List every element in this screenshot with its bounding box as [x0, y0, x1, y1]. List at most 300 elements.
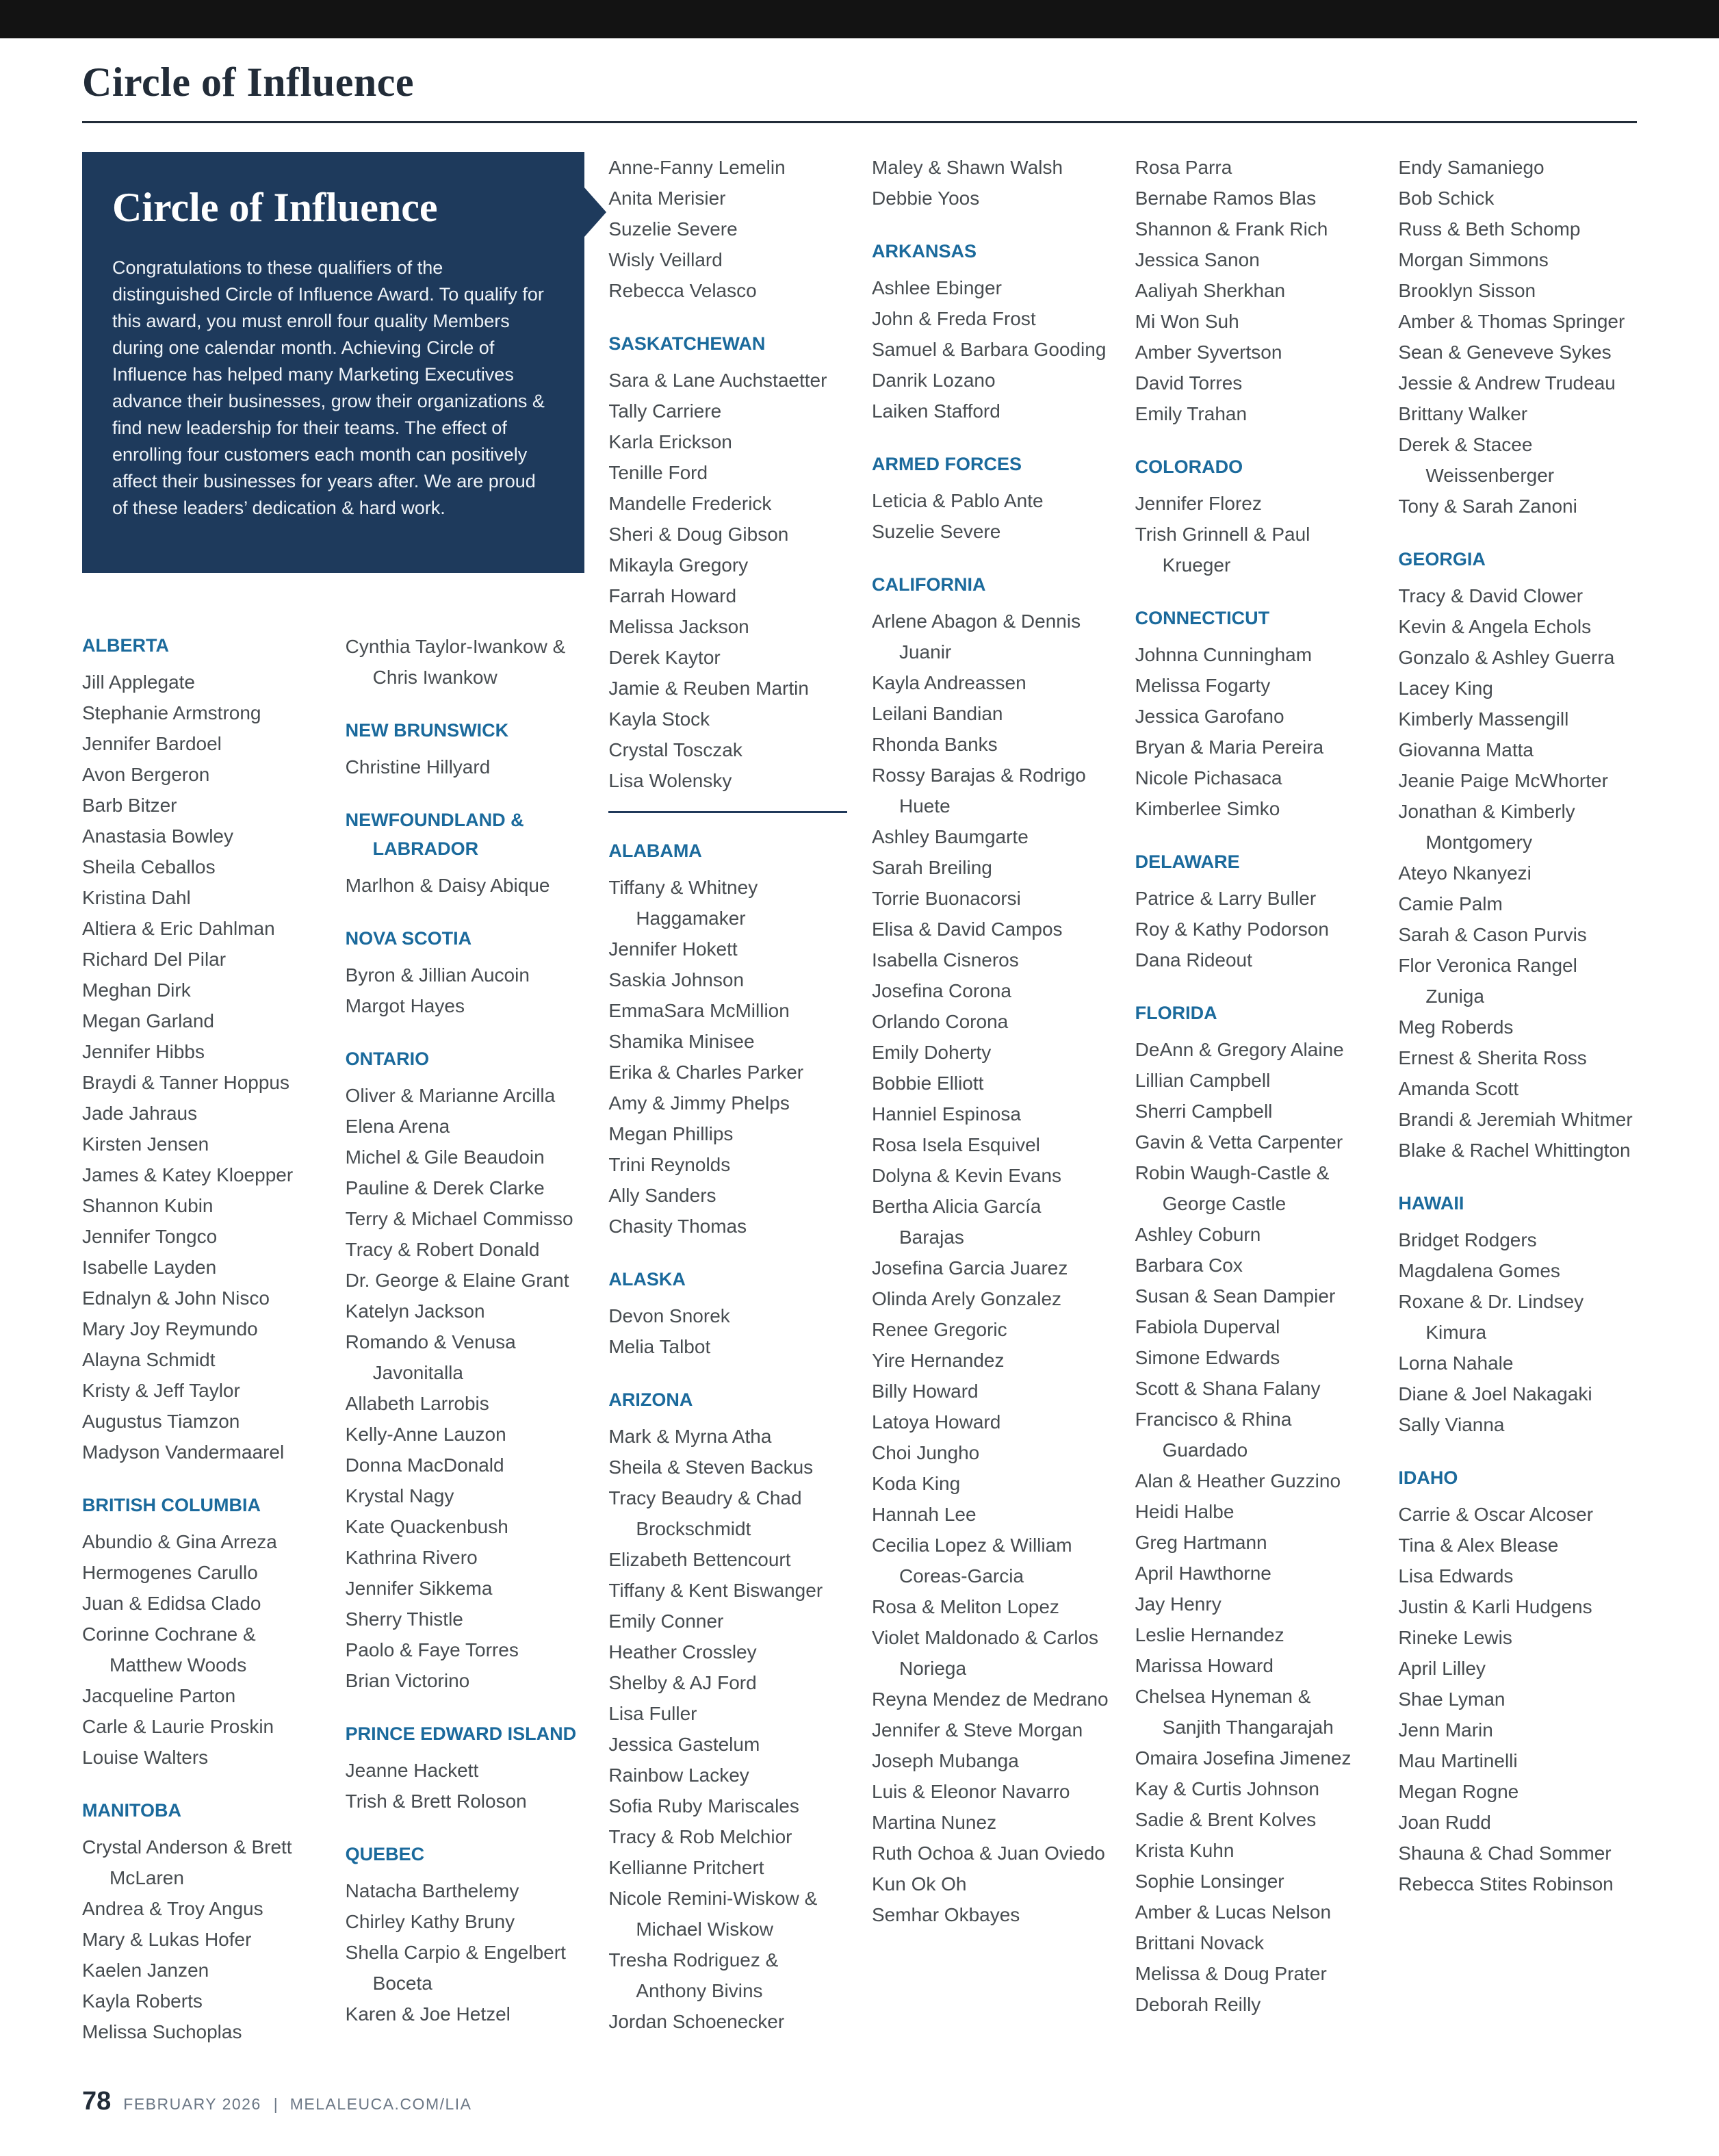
qualifier-name: Yire Hernandez: [871, 1350, 1005, 1371]
qualifier-name: Isabella Cisneros: [871, 949, 1019, 971]
footer-issue: FEBRUARY 2026: [123, 2095, 261, 2113]
qualifier-name: Marissa Howard: [1135, 1655, 1274, 1676]
qualifier-name: Jamie & Reuben Martin: [608, 678, 809, 699]
qualifier-name: Samuel & Barbara Gooding: [871, 339, 1107, 360]
qualifier-name: Arlene Abagon & Dennis Juanir: [871, 611, 1081, 663]
qualifier-name: Jennifer Hokett: [608, 938, 738, 960]
qualifier-name: Brian Victorino: [345, 1670, 470, 1691]
qualifier-name: Orlando Corona: [871, 1011, 1009, 1032]
qualifier-name: Jordan Schoenecker: [608, 2011, 785, 2032]
qualifier-name: Ernest & Sherita Ross: [1398, 1047, 1587, 1068]
qualifier-name: Leilani Bandian: [871, 703, 1003, 724]
qualifier-name: Lorna Nahale: [1398, 1352, 1514, 1374]
qualifier-name: April Lilley: [1398, 1658, 1486, 1679]
qualifier-name: Avon Bergeron: [82, 764, 210, 785]
qualifier-name: Kaelen Janzen: [82, 1960, 209, 1981]
qualifier-name: Tracy Beaudry & Chad Brockschmidt: [608, 1487, 802, 1539]
qualifier-name: Saskia Johnson: [608, 969, 745, 990]
qualifier-name: Margot Hayes: [345, 995, 465, 1016]
qualifier-name: Romando & Venusa Javonitalla: [345, 1331, 516, 1383]
qualifier-name: Chelsea Hyneman & Sanjith Thangarajah: [1135, 1686, 1334, 1738]
qualifier-name: Sean & Geneveve Sykes: [1398, 342, 1612, 363]
qualifier-name: Mikayla Gregory: [608, 554, 749, 576]
qualifier-name: John & Freda Frost: [871, 308, 1036, 329]
qualifier-name: Justin & Karli Hudgens: [1398, 1596, 1592, 1617]
qualifier-name: Deborah Reilly: [1135, 1994, 1261, 2015]
qualifier-name: Jennifer & Steve Morgan: [871, 1719, 1083, 1741]
qualifier-name: Krystal Nagy: [345, 1485, 454, 1506]
qualifier-name: Sophie Lonsinger: [1135, 1871, 1284, 1892]
qualifier-name: Hannah Lee: [871, 1504, 977, 1525]
qualifier-name: Tiffany & Whitney Haggamaker: [608, 877, 758, 929]
qualifier-name: Dolyna & Kevin Evans: [871, 1165, 1062, 1186]
qualifier-name: Jacqueline Parton: [82, 1685, 236, 1706]
qualifier-name: Suzelie Severe: [871, 521, 1001, 542]
magazine-page: [0, 59, 1719, 2047]
qualifier-name: Jennifer Florez: [1135, 493, 1262, 514]
qualifier-name: Braydi & Tanner Hoppus: [82, 1072, 289, 1093]
qualifier-name: Lacey King: [1398, 678, 1493, 699]
qualifier-name: DeAnn & Gregory Alaine: [1135, 1039, 1344, 1060]
qualifier-name: Ashley Baumgarte: [871, 826, 1029, 847]
qualifier-name: Bridget Rodgers: [1398, 1229, 1537, 1250]
qualifier-name: Altiera & Eric Dahlman: [82, 918, 275, 939]
qualifier-name: Ateyo Nkanyezi: [1398, 862, 1531, 884]
qualifier-name: Rineke Lewis: [1398, 1627, 1512, 1648]
qualifier-name: Joseph Mubanga: [871, 1750, 1019, 1771]
qualifier-name: Donna MacDonald: [345, 1454, 504, 1476]
qualifier-name: Patrice & Larry Buller: [1135, 888, 1317, 909]
qualifier-name: Bryan & Maria Pereira: [1135, 736, 1324, 758]
region-header: CONNECTICUT: [1135, 608, 1270, 628]
qualifier-name: Kathrina Rivero: [345, 1547, 478, 1568]
qualifier-name: Francisco & Rhina Guardado: [1135, 1409, 1292, 1461]
qualifier-name: Morgan Simmons: [1398, 249, 1549, 270]
qualifier-name: Magdalena Gomes: [1398, 1260, 1560, 1281]
qualifier-name: Shae Lyman: [1398, 1689, 1505, 1710]
qualifier-name: Megan Garland: [82, 1010, 215, 1031]
qualifier-name: Gonzalo & Ashley Guerra: [1398, 647, 1615, 668]
qualifier-name: Sherry Thistle: [345, 1608, 463, 1630]
qualifier-name: Shannon & Frank Rich: [1135, 218, 1328, 240]
qualifier-name: Trini Reynolds: [608, 1154, 731, 1175]
qualifier-name: Ally Sanders: [608, 1185, 716, 1206]
qualifier-name: Robin Waugh-Castle & George Castle: [1135, 1162, 1330, 1214]
qualifier-name: Greg Hartmann: [1135, 1532, 1267, 1553]
section-divider: [608, 811, 847, 813]
qualifier-name: Karen & Joe Hetzel: [345, 2003, 510, 2025]
qualifier-name: Terry & Michael Commisso: [345, 1208, 573, 1229]
qualifier-name: Juan & Edidsa Clado: [82, 1593, 261, 1614]
region-header: ALABAMA: [608, 840, 702, 861]
qualifier-name: Rossy Barajas & Rodrigo Huete: [871, 765, 1086, 817]
qualifier-name: Shella Carpio & Engelbert Boceta: [345, 1942, 566, 1994]
qualifier-name: Choi Jungho: [871, 1442, 980, 1463]
qualifier-name: Lisa Edwards: [1398, 1565, 1514, 1587]
qualifier-name: Lisa Fuller: [608, 1703, 697, 1724]
qualifier-name: Lillian Campbell: [1135, 1070, 1271, 1091]
qualifier-name: Nicole Pichasaca: [1135, 767, 1282, 788]
region-header: NEW BRUNSWICK: [345, 720, 509, 741]
qualifier-name: Bertha Alicia García Barajas: [871, 1196, 1042, 1248]
qualifier-name: Joan Rudd: [1398, 1812, 1491, 1833]
qualifier-name: Mark & Myrna Atha: [608, 1426, 772, 1447]
qualifier-name: Karla Erickson: [608, 431, 732, 452]
qualifier-name: Carrie & Oscar Alcoser: [1398, 1504, 1594, 1525]
region-header: PRINCE EDWARD ISLAND: [345, 1723, 577, 1744]
qualifier-name: Melissa Suchoplas: [82, 2021, 242, 2042]
qualifier-name: Jeanne Hackett: [345, 1760, 479, 1781]
qualifier-name: Marlhon & Daisy Abique: [345, 875, 550, 896]
qualifier-name: Leticia & Pablo Ante: [871, 490, 1044, 511]
qualifier-name: Oliver & Marianne Arcilla: [345, 1085, 556, 1106]
qualifier-name: Chirley Kathy Bruny: [345, 1911, 515, 1932]
qualifier-name: Gavin & Vetta Carpenter: [1135, 1131, 1343, 1153]
qualifier-name: Bernabe Ramos Blas: [1135, 188, 1317, 209]
qualifier-name: Chasity Thomas: [608, 1216, 747, 1237]
qualifier-name: Jeanie Paige McWhorter: [1398, 770, 1608, 791]
column-3: [608, 152, 847, 2037]
region-header: NEWFOUNDLAND & LABRADOR: [345, 810, 524, 859]
qualifier-name: Roxane & Dr. Lindsey Kimura: [1398, 1291, 1584, 1343]
region-header: FLORIDA: [1135, 1003, 1217, 1023]
region-header: ARMED FORCES: [871, 454, 1022, 474]
qualifier-name: David Torres: [1135, 372, 1243, 394]
qualifier-name: Emily Trahan: [1135, 403, 1248, 424]
qualifier-name: Kun Ok Oh: [871, 1873, 967, 1895]
region-header: ALBERTA: [82, 635, 169, 656]
qualifier-name: Elena Arena: [345, 1116, 450, 1137]
qualifier-name: Sarah & Cason Purvis: [1398, 924, 1587, 945]
qualifier-name: Byron & Jillian Aucoin: [345, 964, 530, 986]
qualifier-name: Koda King: [871, 1473, 961, 1494]
qualifier-name: Josefina Corona: [871, 980, 1011, 1001]
region-header: COLORADO: [1135, 457, 1243, 477]
qualifier-name: Luis & Eleonor Navarro: [871, 1781, 1070, 1802]
qualifier-name: Brittani Novack: [1135, 1932, 1264, 1953]
qualifier-name: Flor Veronica Rangel Zuniga: [1398, 955, 1577, 1007]
qualifier-name: Simone Edwards: [1135, 1347, 1280, 1368]
qualifier-name: Amber Syvertson: [1135, 342, 1282, 363]
qualifier-name: Billy Howard: [871, 1381, 979, 1402]
qualifier-name: Brittany Walker: [1398, 403, 1528, 424]
qualifier-name: Carle & Laurie Proskin: [82, 1716, 274, 1737]
qualifier-name: Farrah Howard: [608, 585, 737, 606]
qualifier-name: Trish & Brett Roloson: [345, 1791, 527, 1812]
qualifier-name: Stephanie Armstrong: [82, 702, 261, 723]
region-header: DELAWARE: [1135, 851, 1240, 872]
top-black-bar: [0, 0, 1719, 38]
qualifier-name: Jessica Sanon: [1135, 249, 1260, 270]
qualifier-name: Kimberlee Simko: [1135, 798, 1280, 819]
qualifier-name: Scott & Shana Falany: [1135, 1378, 1321, 1399]
qualifier-name: Melissa Jackson: [608, 616, 749, 637]
qualifier-name: Tiffany & Kent Biswanger: [608, 1580, 823, 1601]
qualifier-name: Sheila Ceballos: [82, 856, 216, 877]
qualifier-name: Amber & Thomas Springer: [1398, 311, 1625, 332]
qualifier-name: Elisa & David Campos: [871, 919, 1063, 940]
qualifier-name: Ednalyn & John Nisco: [82, 1287, 270, 1309]
qualifier-name: Giovanna Matta: [1398, 739, 1534, 760]
qualifier-name: Semhar Okbayes: [871, 1904, 1020, 1925]
qualifier-name: Tally Carriere: [608, 400, 722, 422]
intro-box-arrow: [584, 188, 606, 237]
qualifier-name: Mau Martinelli: [1398, 1750, 1518, 1771]
qualifier-name: Lisa Wolensky: [608, 770, 732, 791]
footer-separator: |: [273, 2095, 278, 2113]
qualifier-name: Aaliyah Sherkhan: [1135, 280, 1286, 301]
qualifier-name: Omaira Josefina Jimenez: [1135, 1747, 1352, 1769]
qualifier-name: Sofia Ruby Mariscales: [608, 1795, 799, 1817]
qualifier-name: Jade Jahraus: [82, 1103, 198, 1124]
qualifier-name: Crystal Tosczak: [608, 739, 742, 760]
qualifier-name: Kelly-Anne Lauzon: [345, 1424, 506, 1445]
qualifier-name: Derek Kaytor: [608, 647, 721, 668]
qualifier-name: Rebecca Stites Robinson: [1398, 1873, 1614, 1895]
qualifier-name: Krista Kuhn: [1135, 1840, 1235, 1861]
qualifier-name: Megan Phillips: [608, 1123, 734, 1144]
qualifier-name: Tresha Rodriguez & Anthony Bivins: [608, 1949, 779, 2001]
intro-box-title: Circle of Influence: [112, 185, 438, 230]
page-footer: [82, 2087, 472, 2116]
qualifier-name: Latoya Howard: [871, 1411, 1001, 1433]
qualifier-name: Kayla Stock: [608, 708, 710, 730]
qualifier-name: Alayna Schmidt: [82, 1349, 216, 1370]
qualifier-name: Sheri & Doug Gibson: [608, 524, 789, 545]
qualifier-name: Andrea & Troy Angus: [82, 1898, 263, 1919]
qualifier-name: Bobbie Elliott: [871, 1073, 984, 1094]
qualifier-name: Rosa Parra: [1135, 157, 1232, 178]
qualifier-name: Hanniel Espinosa: [871, 1103, 1021, 1125]
qualifier-name: Brooklyn Sisson: [1398, 280, 1536, 301]
qualifier-name: Fabiola Duperval: [1135, 1316, 1280, 1337]
qualifier-name: Jonathan & Kimberly Montgomery: [1398, 801, 1575, 853]
qualifier-name: Christine Hillyard: [345, 756, 491, 778]
qualifier-name: Kristy & Jeff Taylor: [82, 1380, 240, 1401]
qualifier-name: April Hawthorne: [1135, 1563, 1271, 1584]
qualifier-name: Mandelle Frederick: [608, 493, 772, 514]
qualifier-name: Amy & Jimmy Phelps: [608, 1092, 790, 1114]
qualifier-name: Rebecca Velasco: [608, 280, 757, 301]
region-header: NOVA SCOTIA: [345, 928, 472, 949]
qualifier-name: Anne-Fanny Lemelin: [608, 157, 786, 178]
qualifier-name: Camie Palm: [1398, 893, 1503, 914]
qualifier-name: Jennifer Bardoel: [82, 733, 222, 754]
qualifier-name: Johnna Cunningham: [1135, 644, 1313, 665]
qualifier-name: Maley & Shawn Walsh: [871, 157, 1063, 178]
qualifier-name: Jessica Garofano: [1135, 706, 1284, 727]
qualifier-name: Corinne Cochrane & Matthew Woods: [82, 1624, 256, 1676]
qualifier-name: Paolo & Faye Torres: [345, 1639, 519, 1660]
qualifier-name: Shannon Kubin: [82, 1195, 214, 1216]
qualifier-name: Kellianne Pritchert: [608, 1857, 764, 1878]
region-header: BRITISH COLUMBIA: [82, 1495, 261, 1515]
region-header: IDAHO: [1398, 1467, 1458, 1488]
qualifier-name: Rosa & Meliton Lopez: [871, 1596, 1059, 1617]
qualifier-name: Isabelle Layden: [82, 1257, 217, 1278]
qualifier-name: Hermogenes Carullo: [82, 1562, 258, 1583]
footer-site: MELALEUCA.COM/LIA: [289, 2095, 472, 2113]
qualifier-name: Renee Gregoric: [871, 1319, 1007, 1340]
region-header: ARKANSAS: [871, 241, 977, 261]
region-header: GEORGIA: [1398, 549, 1486, 569]
qualifier-name: Nicole Remini-Wiskow & Michael Wiskow: [608, 1888, 818, 1940]
qualifier-name: Melia Talbot: [608, 1336, 711, 1357]
qualifier-name: Sherri Campbell: [1135, 1101, 1273, 1122]
qualifier-name: Devon Snorek: [608, 1305, 730, 1326]
qualifier-name: Kate Quackenbush: [345, 1516, 508, 1537]
qualifier-name: Kay & Curtis Johnson: [1135, 1778, 1319, 1799]
qualifier-name: Cynthia Taylor-Iwankow & Chris Iwankow: [345, 636, 566, 688]
intro-box: [82, 152, 584, 573]
qualifier-name: Kirsten Jensen: [82, 1133, 209, 1155]
qualifier-name: Tenille Ford: [608, 462, 708, 483]
column-4: [872, 152, 1111, 1930]
qualifier-name: Dana Rideout: [1135, 949, 1252, 971]
qualifier-name: Ruth Ochoa & Juan Oviedo: [871, 1843, 1105, 1864]
qualifier-name: Shelby & AJ Ford: [608, 1672, 757, 1693]
qualifier-name: Blake & Rachel Whittington: [1398, 1140, 1631, 1161]
qualifier-name: Bob Schick: [1398, 188, 1495, 209]
qualifier-name: Anita Merisier: [608, 188, 726, 209]
page-number: 78: [82, 2087, 112, 2116]
qualifier-name: Michel & Gile Beaudoin: [345, 1146, 545, 1168]
qualifier-name: Amber & Lucas Nelson: [1135, 1901, 1332, 1923]
title-rule: [82, 121, 1637, 123]
qualifier-name: Heather Crossley: [608, 1641, 757, 1663]
qualifier-name: Susan & Sean Dampier: [1135, 1285, 1336, 1307]
qualifier-name: Mi Won Suh: [1135, 311, 1239, 332]
qualifier-name: Louise Walters: [82, 1747, 209, 1768]
qualifier-name: Crystal Anderson & Brett McLaren: [82, 1836, 292, 1888]
region-header: CALIFORNIA: [871, 574, 986, 595]
qualifier-name: Jill Applegate: [82, 671, 196, 693]
qualifier-name: Anastasia Bowley: [82, 825, 234, 847]
qualifier-name: Kayla Roberts: [82, 1990, 203, 2012]
qualifier-name: Trish Grinnell & Paul Krueger: [1135, 524, 1310, 576]
qualifier-name: Sally Vianna: [1398, 1414, 1505, 1435]
qualifier-name: Jennifer Tongco: [82, 1226, 218, 1247]
qualifier-name: James & Katey Kloepper: [82, 1164, 294, 1185]
qualifier-name: Jennifer Sikkema: [345, 1578, 493, 1599]
qualifier-name: Meg Roberds: [1398, 1016, 1514, 1038]
qualifier-name: Allabeth Larrobis: [345, 1393, 489, 1414]
qualifier-name: Kimberly Massengill: [1398, 708, 1569, 730]
qualifier-name: Debbie Yoos: [871, 188, 980, 209]
qualifier-name: Russ & Beth Schomp: [1398, 218, 1581, 240]
qualifier-name: Natacha Barthelemy: [345, 1880, 519, 1901]
qualifier-name: Jessica Gastelum: [608, 1734, 760, 1755]
region-header: HAWAII: [1398, 1193, 1464, 1214]
qualifier-name: Tracy & David Clower: [1398, 585, 1584, 606]
qualifier-name: Leslie Hernandez: [1135, 1624, 1284, 1645]
qualifier-name: Sheila & Steven Backus: [608, 1456, 814, 1478]
qualifier-name: Melissa & Doug Prater: [1135, 1963, 1327, 1984]
qualifier-name: Shauna & Chad Sommer: [1398, 1843, 1612, 1864]
qualifier-name: Jennifer Hibbs: [82, 1041, 205, 1062]
qualifier-name: Olinda Arely Gonzalez: [871, 1288, 1062, 1309]
qualifier-name: Wisly Veillard: [608, 249, 723, 270]
qualifier-name: Josefina Garcia Juarez: [871, 1257, 1068, 1279]
qualifier-name: Mary & Lukas Hofer: [82, 1929, 252, 1950]
qualifier-name: Jenn Marin: [1398, 1719, 1493, 1741]
qualifier-name: Heidi Halbe: [1135, 1501, 1235, 1522]
qualifier-name: EmmaSara McMillion: [608, 1000, 790, 1021]
qualifier-name: Violet Maldonado & Carlos Noriega: [871, 1627, 1098, 1679]
qualifier-name: Sadie & Brent Kolves: [1135, 1809, 1317, 1830]
qualifier-name: Barb Bitzer: [82, 795, 177, 816]
qualifier-name: Kristina Dahl: [82, 887, 191, 908]
qualifier-name: Roy & Kathy Podorson: [1135, 919, 1329, 940]
qualifier-name: Amanda Scott: [1398, 1078, 1519, 1099]
qualifier-name: Dr. George & Elaine Grant: [345, 1270, 569, 1291]
qualifier-name: Erika & Charles Parker: [608, 1062, 804, 1083]
name-columns: [82, 152, 1637, 2047]
qualifier-name: Rainbow Lackey: [608, 1764, 749, 1786]
qualifier-name: Torrie Buonacorsi: [871, 888, 1021, 909]
qualifier-name: Pauline & Derek Clarke: [345, 1177, 545, 1198]
column-5: [1135, 152, 1374, 2020]
qualifier-name: Diane & Joel Nakagaki: [1398, 1383, 1592, 1404]
page-title: Circle of Influence: [82, 60, 414, 105]
qualifier-name: Danrik Lozano: [871, 370, 996, 391]
region-header: MANITOBA: [82, 1800, 181, 1821]
qualifier-name: Barbara Cox: [1135, 1255, 1243, 1276]
qualifier-name: Katelyn Jackson: [345, 1300, 485, 1322]
qualifier-name: Sara & Lane Auchstaetter: [608, 370, 827, 391]
qualifier-name: Megan Rogne: [1398, 1781, 1519, 1802]
qualifier-name: Rosa Isela Esquivel: [871, 1134, 1040, 1155]
qualifier-name: Richard Del Pilar: [82, 949, 227, 970]
qualifier-name: Ashlee Ebinger: [871, 277, 1002, 298]
region-header: ONTARIO: [345, 1049, 430, 1069]
qualifier-name: Emily Doherty: [871, 1042, 992, 1063]
column-6: [1398, 152, 1637, 1899]
qualifier-name: Melissa Fogarty: [1135, 675, 1271, 696]
region-header: ALASKA: [608, 1269, 686, 1289]
qualifier-name: Mary Joy Reymundo: [82, 1318, 258, 1339]
qualifier-name: Alan & Heather Guzzino: [1135, 1470, 1341, 1491]
qualifier-name: Kevin & Angela Echols: [1398, 616, 1592, 637]
region-header: QUEBEC: [345, 1844, 425, 1864]
qualifier-name: Kayla Andreassen: [871, 672, 1026, 693]
qualifier-name: Madyson Vandermaarel: [82, 1441, 285, 1463]
qualifier-name: Emily Conner: [608, 1610, 724, 1632]
qualifier-name: Tracy & Robert Donald: [345, 1239, 540, 1260]
qualifier-name: Rhonda Banks: [871, 734, 998, 755]
qualifier-name: Endy Samaniego: [1398, 157, 1544, 178]
qualifier-name: Sarah Breiling: [871, 857, 992, 878]
intro-box-body: Congratulations to these qualifiers of the distinguished Circle of Influence Award. To qualify for this award, you must enroll four quality Members during one calendar month. Achieving Circle of Influence has helped many Marketing Executives advance their businesses, grow their organizations & find new leadership for their teams. The effect of enrolling four customers each month can positively affect their businesses for years after. We are proud of these leaders’ dedication & hard work.: [112, 257, 545, 518]
qualifier-name: Augustus Tiamzon: [82, 1411, 240, 1432]
qualifier-name: Jay Henry: [1135, 1593, 1222, 1615]
qualifier-name: Jessie & Andrew Trudeau: [1398, 372, 1616, 394]
qualifier-name: Laiken Stafford: [871, 400, 1000, 422]
qualifier-name: Brandi & Jeremiah Whitmer: [1398, 1109, 1633, 1130]
qualifier-name: Ashley Coburn: [1135, 1224, 1261, 1245]
qualifier-name: Martina Nunez: [871, 1812, 997, 1833]
qualifier-name: Suzelie Severe: [608, 218, 738, 240]
qualifier-name: Abundio & Gina Arreza: [82, 1531, 277, 1552]
qualifier-name: Elizabeth Bettencourt: [608, 1549, 791, 1570]
qualifier-name: Derek & Stacee Weissenberger: [1398, 434, 1555, 486]
qualifier-name: Tracy & Rob Melchior: [608, 1826, 792, 1847]
qualifier-name: Shamika Minisee: [608, 1031, 755, 1052]
qualifier-name: Tony & Sarah Zanoni: [1398, 496, 1577, 517]
qualifier-name: Cecilia Lopez & William Coreas-Garcia: [871, 1535, 1072, 1587]
qualifier-name: Meghan Dirk: [82, 979, 191, 1001]
region-header: ARIZONA: [608, 1389, 693, 1410]
